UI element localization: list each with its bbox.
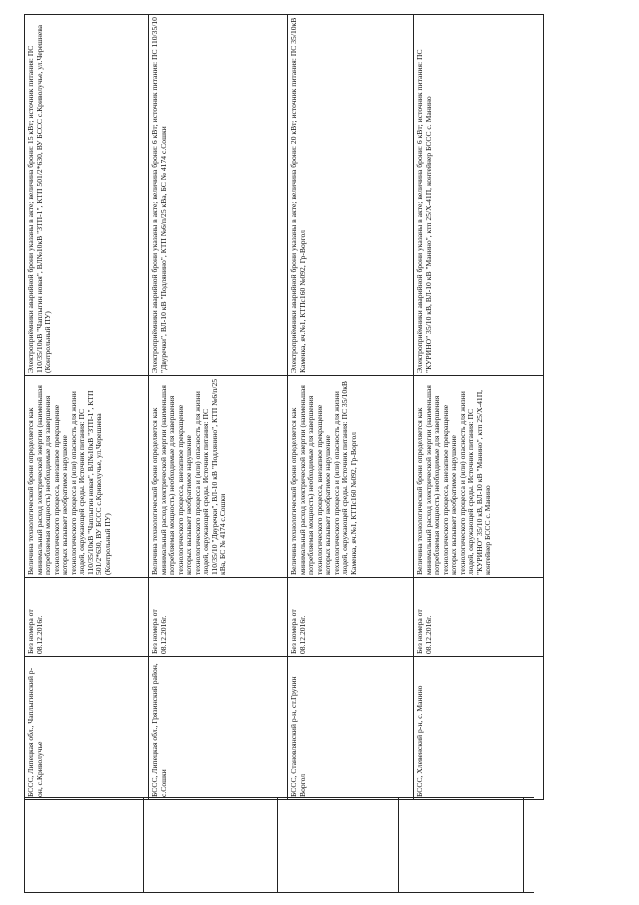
empty-row-rule xyxy=(277,798,278,893)
empty-row-rule xyxy=(523,798,524,893)
technological-reserve-cell: Величина технологической брони определяется как минимальный расход электрической энергии (наименьшая потребляемая мощность) необходимые для завершения технологического процесса, внезапное прекращение которых вызывает необратимое нарушение технологического процесса и (или) опасность для жизни людей, окружающей среды. Источник питания: ПС 110/35/10 "Двуречки", ВЛ-10 кВ "Подлянино", КТП №6/п/25 кВа, БС № 4174 с.Сошки xyxy=(149,376,288,578)
emergency-reserve-cell: Электроприёмники аварийной брони указаны в акте; величина брони: 6 кВт; источник питания: ПС "КУРИНО" 35/10 кВ, ВЛ-10 кВ "Манино", ктп 25/Х-41П, контейнер БССС с. Манино xyxy=(414,15,544,376)
table-row xyxy=(25,15,149,800)
reservation-table xyxy=(24,14,544,800)
table-row xyxy=(149,15,288,800)
empty-row-rule xyxy=(24,798,25,893)
emergency-reserve-cell: Электроприёмники аварийной брони указаны в акте; величина брони: 15 кВт; источник питания: ПС 110/35/10кВ "Чаплыгин новая", ВЛ№10кВ "ЗТП-1", КТП 501/2*630, ВУ БССС с.Криволучье, ул.Черешнева (Контрольный ПУ) xyxy=(25,15,149,376)
table-row xyxy=(414,15,544,800)
technological-reserve-cell: Величина технологической брони определяется как минимальный расход электрической энергии (наименьшая потребляемая мощность) необходимые для завершения технологического процесса, внезапное прекращение которых вызывает необратимое нарушение технологического процесса и (или) опасность для жизни людей, окружающей среды. Источник питания: ПС 110/35/10кВ "Чаплыгин новая", ВЛ№10кВ "ЗТП-1", КТП 501/2*630, ВУ БССС с.Криволучье, ул.Черешнева (Контрольный ПУ) xyxy=(25,376,149,578)
document-cell: Без номера от 08.12.2016г. xyxy=(149,578,288,657)
empty-column-rule xyxy=(24,797,534,798)
document-cell: Без номера от 08.12.2016г. xyxy=(25,578,149,657)
location-cell: БССС, Становлянский р-н, ст.Грунин Воргол xyxy=(288,657,414,800)
emergency-reserve-cell: Электроприёмники аварийной брони указаны в акте; величина брони: 20 кВт; источник питания: ПС 35/10кВ Каменка, яч.№1, КТПс160 №092, Гр-Воргол xyxy=(288,15,414,376)
emergency-reserve-cell: Электроприёмники аварийной брони указаны в акте; величина брони: 6 кВт; источник питания: ПС 110/35/10 "Двуречки", ВЛ-10 кВ "Подлянино", КТП №6/п/25 кВа, БС № 4174 с.Сошки xyxy=(149,15,288,376)
location-cell: БССС, Хлевенский р-н, с. Манино xyxy=(414,657,544,800)
location-cell: БССС, Липецкая обл., Чаплыгинский р-он, с.Криволучье xyxy=(25,657,149,800)
technological-reserve-cell: Величина технологической брони определяется как минимальный расход электрической энергии (наименьшая потребляемая мощность) необходимые для завершения технологического процесса, внезапное прекращение которых вызывает необратимое нарушение технологического процесса и (или) опасность для жизни людей, окружающей среды. Источник питания: ПС "КУРИНО" 35/10 кВ, ВЛ-10 кВ "Манино", ктп 25/Х-41П, контейнер БССС с. Манино xyxy=(414,376,544,578)
empty-column-rule xyxy=(24,892,534,893)
empty-row-rule xyxy=(143,798,144,893)
location-cell: БССС, Липецкая обл., Грязинский район, с.Сошки xyxy=(149,657,288,800)
empty-row-rule xyxy=(398,798,399,893)
table-row xyxy=(288,15,414,800)
document-cell: Без номера от 08.12.2016г. xyxy=(414,578,544,657)
technological-reserve-cell: Величина технологической брони определяется как минимальный расход электрической энергии (наименьшая потребляемая мощность) необходимые для завершения технологического процесса, внезапное прекращение которых вызывает необратимое нарушение технологического процесса и (или) опасность для жизни людей, окружающей среды. Источник питания: ПС 35/10кВ Каменка, яч.№1, КТПс160 №092, Гр-Воргол xyxy=(288,376,414,578)
document-cell: Без номера от 08.12.2016г. xyxy=(288,578,414,657)
